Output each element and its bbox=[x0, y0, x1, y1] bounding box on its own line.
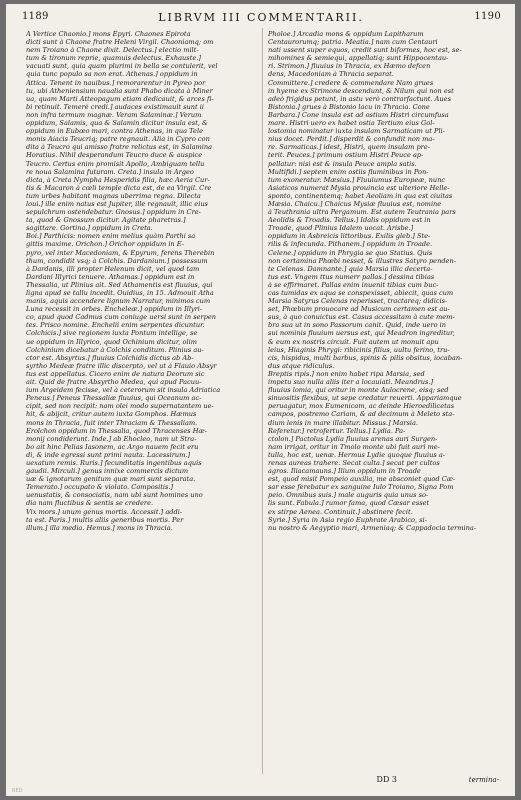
text-line: tus est appellatus. Cicero enim de natura Deorum sic bbox=[26, 369, 205, 378]
text-line: co, apud quod Cadmus cum coniuge uersi sunt in serpen bbox=[26, 313, 217, 322]
text-line: tulla, hoc est, uenæ. Hermus Lydie quoque fluuius a- bbox=[268, 450, 446, 459]
text-line: ctor est. Absyrtus.] fluuius Colchidis dictus ab Ab- bbox=[26, 353, 194, 362]
text-line: di, & inde egressi sunt primi nauta. Lacessirum.] bbox=[26, 450, 191, 459]
text-line: nius docet. Perdit.] disperdit & confundit non ma- bbox=[268, 135, 435, 144]
text-line: nem Troiano à Chaone dixit. Delectus.] electio milt- bbox=[26, 46, 199, 55]
text-line: Referetur.] retrofertur. Tellus.] Lydia. Pa- bbox=[268, 426, 406, 435]
text-line: fluuius lomia, qui oritur in monte Aulocrene, eisq; sed bbox=[268, 386, 449, 395]
text-line: est, quod misit Pompeio auxilia, me absconiet quod Cæ- bbox=[268, 475, 456, 484]
text-line: cis, hispidus, multi barbus, spinis & pilis obsitus, iocaban- bbox=[268, 353, 463, 362]
text-line: oppidum, Salamis, qua & Salamin dicitur insula est, & bbox=[26, 119, 208, 128]
text-line: bra sua ut in sono Passorum canit. Quid, inde uero in bbox=[268, 321, 447, 330]
text-line: terit. Peuces.] primum ostium Histri Peuce ap- bbox=[268, 151, 424, 160]
text-line: ium Argeidem fecisse, vel à ceterorum sit insula Adriatica bbox=[26, 386, 221, 395]
text-line: Dardani Illyrici tenuere. Athamas.] oppidum est in bbox=[26, 272, 195, 281]
text-line: uenustatis, & consociatis, nam ubi sunt homines uno bbox=[26, 491, 203, 500]
text-line: peruagatur, mox Eumenicam, ac deinde Hieroedilicetas bbox=[268, 402, 455, 411]
text-line: renas aureas trahere. Secat culta.] secat per cultos bbox=[268, 458, 440, 467]
text-line: mihomines & semiequi, appellatiq; sunt Hippocentau- bbox=[268, 54, 449, 63]
text-line: ta est. Paris.] multis aliis generibus mortis. Per bbox=[26, 515, 184, 524]
text-line: Bistonia.] grues à Bistonio lacu in Thracia. Cone bbox=[268, 102, 430, 111]
text-line: quia tunc populo sa non erat. Athenas.] oppidum in bbox=[26, 70, 198, 79]
text-line: Temerato.] occupato & violato. Compositis.] bbox=[26, 483, 174, 492]
text-line: pellatur: nisi est & insula Peuce ampla satis. bbox=[268, 159, 417, 168]
text-line: sagittare. Gortina.] oppidum in Creta. bbox=[26, 224, 153, 233]
text-line: lostomia nominatur iuxta insulam Sarmaticam ut Pli- bbox=[268, 127, 445, 136]
signature-mark: DD 3 bbox=[376, 775, 397, 784]
text-line: campos, postremo Cariam, & ad decimum à Meleto sta- bbox=[268, 410, 455, 419]
page-number-right: 1190 bbox=[474, 11, 501, 22]
text-line: Marsia Satyrus Celenas reperisset, tractareq; didicis- bbox=[268, 297, 448, 306]
page-number-left: 1189 bbox=[22, 11, 49, 22]
right-commentary-column bbox=[268, 30, 502, 532]
text-line: Aeolidis & Troadis. Tellus.] Idalis oppidum est in bbox=[268, 216, 431, 225]
text-line: monis Aiacis Teucriq; patre regnauit. Alia in Cypro con bbox=[26, 135, 210, 144]
text-line: re noua Salamina futuram. Creta.] insula in Argeo bbox=[26, 167, 194, 176]
text-line: cas tumidas ex aqua se conspexisset, abiecit, quas cum bbox=[268, 289, 454, 297]
text-line: sar esse ferebatur ex sanguine Iulo Troiano, Signa Pom bbox=[268, 483, 454, 492]
text-line: illum.] illa media. Hemus.] mons in Thracia. bbox=[26, 523, 173, 532]
text-line: tis & Macaron à cœli temple dicta est, de ea Virgil. Cre bbox=[26, 183, 212, 192]
text-line: set, Phœbum prouocare ad Musicum certamen est au- bbox=[268, 305, 450, 314]
running-title: LIBRVM III COMMENTARII. bbox=[158, 11, 364, 24]
text-line: dens, Macedoniam à Thracia separat. bbox=[268, 70, 394, 79]
text-line: à se effirmaret. Pallas enim inuenit tibias cum buc- bbox=[268, 280, 439, 289]
text-line: dus atque ridiculus. bbox=[268, 361, 335, 370]
text-line: re. Sarmaticas.] idest, Histri, quem insulam pre- bbox=[268, 143, 430, 152]
text-line: Multifidi.] septem enim ostiis fluminibus in Pon- bbox=[268, 167, 429, 176]
text-line: monij condiderunt. Inde.] ab Ehocleo, nam ut Stra- bbox=[26, 434, 197, 443]
text-line: uexatum remis. Ruris.] fecunditatis ingentibus aquis bbox=[26, 458, 202, 467]
text-line: syrtho Medeæ fratre illic discerpto, vel ut à Flauio Absyr bbox=[26, 361, 217, 370]
text-line: mons in Thracia, fuit inter Thraciam & Thessaliam. bbox=[26, 418, 198, 427]
text-line: Syrie.] Syria in Asia regio Euphrate Arabico, si- bbox=[268, 515, 427, 524]
column-divider bbox=[262, 28, 263, 774]
text-line: Colchicis.] sive regionem iuxta Pontum intellige, se bbox=[26, 329, 198, 338]
text-line: non certamina Phœbi nesset, & illustres Satyro penden- bbox=[268, 256, 456, 265]
text-line: bo ait hinc Pelias Iasonem, ac Argo nauem fecit eru bbox=[26, 442, 199, 451]
text-line: thum, condidit vsq; à Colchis. Dardanium.] possessum bbox=[26, 256, 208, 265]
text-line: Celene.] oppidum in Phrygia se quo Statius. Quis bbox=[268, 248, 433, 257]
text-line: Mæsia. Chaicu.] Chaicus Mysiæ fluuius est, nomine bbox=[268, 199, 442, 208]
left-commentary-column bbox=[26, 30, 258, 532]
text-line: ri. Strimon.] fluuius in Thracia, ex Hæmo defcen bbox=[268, 62, 431, 71]
catchword: termina- bbox=[468, 776, 499, 784]
text-line: nam irrigat, oritur in Tmolo monte ubi fuit auri me- bbox=[268, 442, 440, 451]
text-line: Breptis ripis.] non enim habet ripa Marsia, sed bbox=[268, 369, 425, 378]
text-line: Thessalia, ut Plinius ait. Sed Athamentis est fluuius, qui bbox=[26, 280, 213, 289]
text-line: gittis maxime. Orichon.] Orichor oppidum in E- bbox=[26, 240, 184, 249]
text-line: Troade, quod Plinius Idalem uocat. Arisbe.] bbox=[268, 224, 414, 233]
text-line: Asiaticos numerat Mysia prouincia est ulteriore Helle- bbox=[268, 183, 450, 192]
text-line: mare. Histri uero ex habet ostia Tertium eius Gol- bbox=[268, 119, 435, 128]
watermark-text: RED bbox=[12, 788, 23, 794]
text-line: sus, à quo conuictus est. Casus accessitam à cute mem- bbox=[268, 313, 455, 322]
text-line: non infra termum magnæ. Veram Salaminæ.] Verum bbox=[26, 110, 202, 119]
text-line: hit, & abijcit, critur autem iuxta Gomphos. Hæmus bbox=[26, 410, 197, 419]
text-line: in hyeme ex Strimone descendunt, & Nilum qui non est bbox=[268, 86, 454, 95]
text-line: dium lenis in mare illabitur. Missus.] Marsia. bbox=[268, 418, 419, 427]
text-line: ue oppidum in Illyrico, quod Ochinium dicitur, olim bbox=[26, 337, 197, 346]
text-line: oppidum in Asbreicis littoribus. Exilis gleb.] Ste- bbox=[268, 232, 431, 241]
text-line: Boi.] Parthicis: nomen enim melius quàm Parthi sa bbox=[26, 232, 196, 241]
text-line: sui nominis fluuium uersus est, qui Meadron ingreditur, bbox=[268, 329, 455, 338]
text-line: sinuositis flexibus, ut sepe credatur reuerti. Appariamque bbox=[268, 394, 462, 403]
text-line: oppidum in Eubœo mari, contra Athenas, in qua Tele bbox=[26, 127, 203, 136]
text-line: Attica. Tenent in nauibus.] remorarentur in Pyreo por bbox=[26, 78, 206, 87]
text-line: te Celenas. Damnante.] quia Marsia illic decerta- bbox=[268, 264, 433, 273]
text-line: dita à Teucro qui amisso fratre relictus est, in Salamina bbox=[26, 143, 213, 152]
text-line: ta, quod & Gnossum dicitur. Agitate pharetras.] bbox=[26, 216, 186, 225]
text-line: ligna apud se tallu incedit. Ouidius, in 15. Admouit Atha bbox=[26, 289, 214, 297]
text-line: ua, quam Marti Atteopagum etiam dedicauit, & arces fi- bbox=[26, 94, 214, 103]
text-line: dia nam fluctibus & sentis se credere. bbox=[26, 499, 154, 508]
text-line: agros. Iliacamauns.] Ilium oppidum in Troade bbox=[268, 467, 421, 476]
text-line: tum urbes habitant magnas uberrima regna. Dilecta bbox=[26, 191, 201, 200]
text-line: loui.] ille enim natus est Jupiter, ille regnauit, illic eius bbox=[26, 199, 208, 208]
text-line: Vix mors.] unum genus mortis. Accessit.] addi- bbox=[26, 507, 183, 516]
text-line: lis sunt. Fabula.] rumor fama, quod Cæsar esset bbox=[268, 499, 430, 508]
text-line: tu, ubi Atheniensium naualia sunt Phabo dicata à Miner bbox=[26, 86, 213, 95]
text-line: tes. Prisco nomine. Enchelii enim serpentes dicuntur. bbox=[26, 321, 205, 330]
text-line: dicta, à Creta Nympha Hesperidis filia, hæc Aeria Cur- bbox=[26, 175, 210, 184]
book-page bbox=[6, 4, 515, 796]
text-line: Erolchon oppidum in Thessalia, quod Thracenses Hæ- bbox=[26, 426, 207, 435]
text-line: ex stirpe Aenea. Continuit.] abstinere fecit. bbox=[268, 507, 413, 516]
text-line: pyro, vel inter Macedoniam, & Epyrum, ferens Therebin bbox=[26, 248, 215, 257]
text-line: cipit, sed non recipit: nam olei modo supernatantem ue- bbox=[26, 402, 214, 411]
text-line: Committere.] credere & commendare Nam grues bbox=[268, 78, 434, 87]
text-line: peio. Omnibus suis.] male auguris quia unus so- bbox=[268, 491, 429, 500]
text-line: à Dardanis, illi propter Helenum dicit, vel quod tam bbox=[26, 264, 200, 273]
text-line: Horatius. Nihil desperandum Teucro duce & auspice bbox=[26, 151, 203, 160]
text-line: bi retinuit. Temerè credi.] audaces existimauit sunt ii bbox=[26, 102, 205, 111]
text-line: Pholoe.] Arcadia mons & oppidum Lapitharum bbox=[268, 30, 424, 38]
text-line: Barbara.] Cone insula est ad ostium Histri circumfusa bbox=[268, 110, 449, 119]
text-line: Peneus.] Peneus Thessaliæ fluuius, qui Oceanum ac- bbox=[26, 394, 202, 403]
text-line: rilis & infecunda. Pithanem.] oppidum in Troade. bbox=[268, 240, 433, 249]
text-line: ait. Quid de fratre Absyrtho Medea, qui apud Pacuu- bbox=[26, 378, 202, 387]
text-line: Colchinium dicebatur à Colchis conditum. Plinius au- bbox=[26, 345, 204, 354]
text-line: tus est. Vngem ttus numerr pallas.] dessina tibias bbox=[268, 272, 435, 281]
text-line: nu nostro & Aegyptio mari, Armeniaq; & Cappadocia termina- bbox=[268, 523, 477, 532]
text-line: gaudii. Mirculi.] genus innixe commercis dictum bbox=[26, 467, 189, 476]
text-line: uæ & ignotarum genitum quæ mari sunt separata. bbox=[26, 475, 196, 484]
text-line: Centaurorumq; patria. Meatia.] nam cum Centauri bbox=[268, 38, 438, 47]
text-line: impetu suo nulla aliis iter a locauiati. Meandrus.] bbox=[268, 378, 434, 387]
text-line: nati ussent super equos, credit sunt biformes, hoc est, se- bbox=[268, 46, 462, 55]
text-line: tum exoneratur. Mæsius.] Fluuiumus Europeæ, nunc bbox=[268, 175, 446, 184]
text-line: Luna recessit in orbes. Encheleæ.] oppidum in Illyri- bbox=[26, 305, 203, 314]
text-line: Teucro. Certus enim promisit Apollo, Ambiguam tellu bbox=[26, 159, 205, 168]
text-line: leius, Hiaginis Phrygi: ribicinis filius, uultu ferino, tru- bbox=[268, 345, 450, 354]
text-line: sponto, continentemq; habet Aeoliam in qua est ciuitas bbox=[268, 191, 453, 200]
text-line: dicti sunt à Chaone fratre Heleni Virgil. Chaoniamq; om bbox=[26, 38, 214, 47]
text-line: & eum ex nostris circuit. Fuit autem ut monuit apu bbox=[268, 337, 439, 346]
text-line: à Teuthrania ultra Pergamum. Est autem Teutrania pars bbox=[268, 208, 456, 217]
text-line: A Vertice Chaonio.] mons Epyri. Chaones Epirota bbox=[26, 30, 191, 38]
text-line: vacuati sunt, quia quam plurimi in bella se contulerit, vel bbox=[26, 62, 218, 71]
text-line: tum & tironum reprie, quamuis delectus. Exhauste.] bbox=[26, 54, 201, 63]
text-line: manis, aquis accendere lignum Narratur, minimos cum bbox=[26, 297, 211, 306]
text-line: sepulchrum ostendebatur. Gnosus.] oppidum in Cre- bbox=[26, 208, 201, 217]
text-line: adeò frigidus petunt, in astu verò contrarfactunt. Aues bbox=[268, 94, 451, 103]
text-line: ctolon.] Pactolus Lydia fluuius arenas auri Surgen- bbox=[268, 434, 438, 443]
